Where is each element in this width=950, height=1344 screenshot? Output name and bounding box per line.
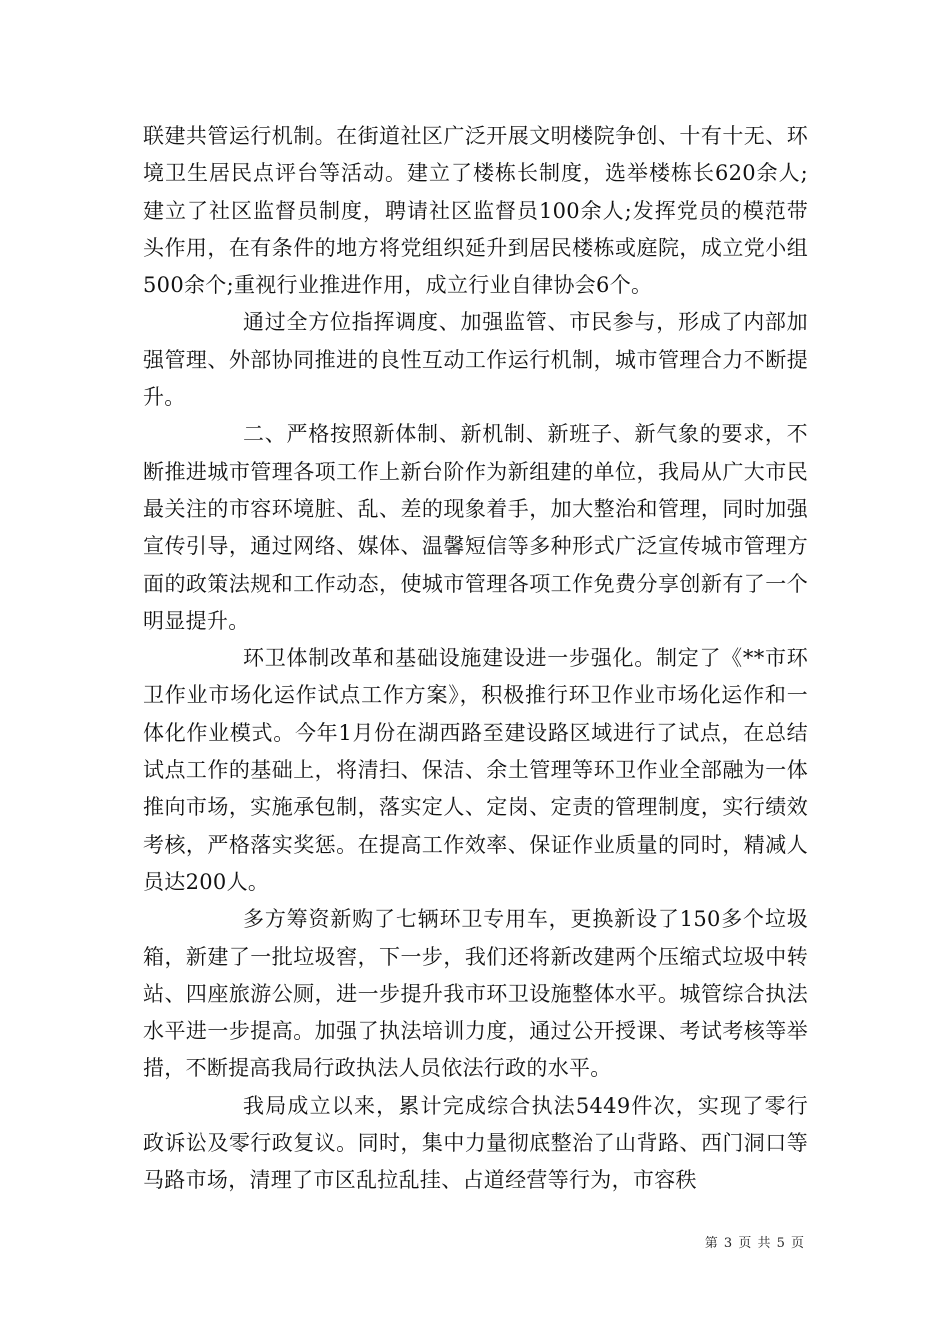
- body-text: [143, 118, 808, 1200]
- page-number-footer: 第 3 页 共 5 页: [704, 1236, 805, 1251]
- paragraph-5: 多方筹资新购了七辆环卫专用车，更换新设了150多个垃圾箱，新建了一批垃圾窖，下一步，我们还将新改建两个压缩式垃圾中转站、四座旅游公厕，进一步提升我市环卫设施整体水平。城管综合执法水平进一步提高。加强了执法培训力度，通过公开授课、考试考核等举措，不断提高我局行政执法人员依法行政的水平。: [143, 907, 808, 1081]
- paragraph-6: 我局成立以来，累计完成综合执法5449件次，实现了零行政诉讼及零行政复议。同时，集中力量彻底整治了山背路、西门洞口等马路市场，清理了市区乱拉乱挂、占道经营等行为，市容秩: [143, 1093, 808, 1193]
- paragraph-3: 二、严格按照新体制、新机制、新班子、新气象的要求，不断推进城市管理各项工作上新台阶作为新组建的单位，我局从广大市民最关注的市容环境脏、乱、差的现象着手，加大整治和管理，同时加强宣传引导，通过网络、媒体、温馨短信等多种形式广泛宣传城市管理方面的政策法规和工作动态，使城市管理各项工作免费分享创新有了一个明显提升。: [143, 422, 808, 633]
- paragraph-4: 环卫体制改革和基础设施建设进一步强化。制定了《**市环卫作业市场化运作试点工作方案》，积极推行环卫作业市场化运作和一体化作业模式。今年1月份在湖西路至建设路区域进行了试点，在总结试点工作的基础上，将清扫、保洁、余土管理等环卫作业全部融为一体推向市场，实施承包制，落实定人、定岗、定责的管理制度，实行绩效考核，严格落实奖惩。在提高工作效率、保证作业质量的同时，精减人员达200人。: [143, 646, 808, 894]
- paragraph-1: 联建共管运行机制。在街道社区广泛开展文明楼院争创、十有十无、环境卫生居民点评台等活动。建立了楼栋长制度，选举楼栋长620余人;建立了社区监督员制度，聘请社区监督员100余人;发挥党员的模范带头作用，在有条件的地方将党组织延升到居民楼栋或庭院，成立党小组500余个;重视行业推进作用，成立行业自律协会6个。: [143, 124, 808, 298]
- paragraph-2: 通过全方位指挥调度、加强监管、市民参与，形成了内部加强管理、外部协同推进的良性互动工作运行机制，城市管理合力不断提升。: [143, 310, 808, 410]
